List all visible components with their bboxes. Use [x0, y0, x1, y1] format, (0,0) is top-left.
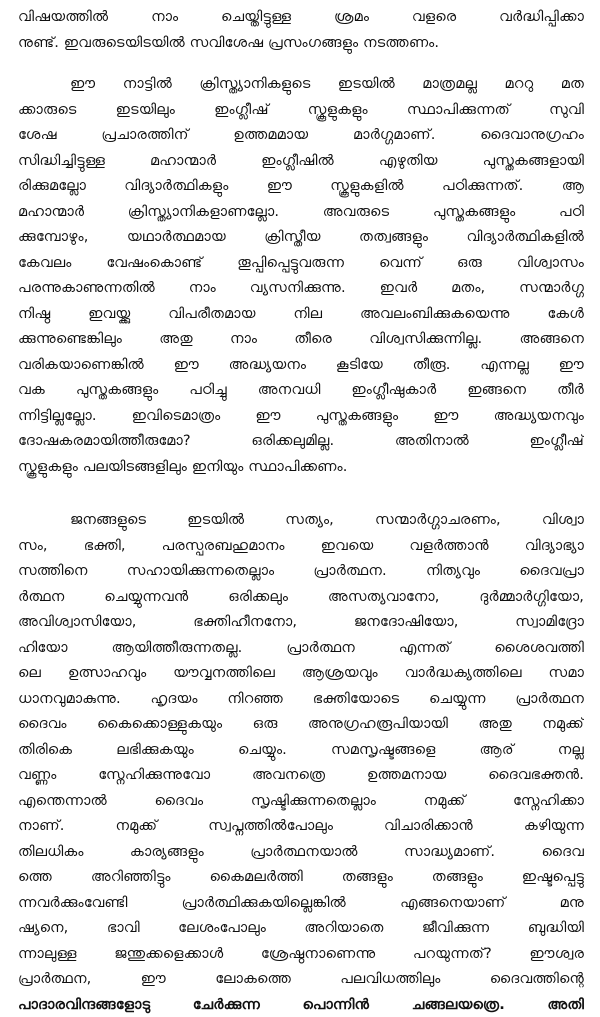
text-line: ഹിയോ ആയിത്തീരുന്നതല്ല. പ്രാർത്ഥന എന്നത് ശൈശവത്തി — [18, 635, 584, 661]
text-line: ദോഷകരമായിത്തീരുമോ? ഒരിക്കലുമില്ല. അതിനാൽ ഇംഗ്ലീഷ് — [18, 428, 584, 454]
text-line: ലെ ഉത്സാഹവും യൗവ്വനത്തിലെ ആശ്രയവും വാർദ്ധക്യത്തിലെ സമാ — [18, 660, 584, 686]
text-line: സത്തിനെ സഹായിക്കുന്നതെല്ലാം പ്രാർത്ഥന. നിത്യവും ദൈവപ്രാ — [18, 558, 584, 584]
text-line: ന്നാലുള്ള ജന്തുക്കളെക്കാൾ ശ്രേഷ്ഠനാണെന്നു പറയുന്നത്? ഈശ്വര — [18, 941, 584, 967]
text-line: കേവലം വേഷംകൊണ്ട് തൂപ്പിപ്പെട്ടുവരുന്ന വെന്ന് ഒരു വിശ്വാസം — [18, 250, 584, 276]
text-line: ർത്ഥന ചെയ്യുന്നവൻ ഒരിക്കലും അസത്യവാനോ, ദുർമ്മാർഗ്ഗിയോ, — [18, 584, 584, 610]
text-line: അവിശ്വാസിയോ, ഭക്തിഹീനനോ, ജനദോഷിയോ, സ്വാമിദ്രോ — [18, 609, 584, 635]
paragraph-gap — [18, 55, 584, 71]
text-line: മഹാന്മാർ ക്രിസ്ത്യാനികളാണല്ലോ. അവരുടെ പുസ്തകങ്ങളും പഠി — [18, 199, 584, 225]
book-page — [18, 4, 584, 1017]
text-line: വക പുസ്തകങ്ങളും പഠിച്ചു അനവധി ഇംഗ്ലീഷുകാർ ഇങ്ങനെ തീർ — [18, 377, 584, 403]
text-line: എന്തെന്നാൽ ദൈവം സൃഷ്ടിക്കുന്നതെല്ലാം നമുക്ക് സ്നേഹിക്കാ — [18, 788, 584, 814]
text-line: വണ്ണം സ്നേഹിക്കുന്നുവോ അവനത്രെ ഉത്തമനായ ദൈവഭക്തൻ. — [18, 762, 584, 788]
text-line: വരികയാണെങ്കിൽ ഈ അദ്ധ്യയനം കൂടിയേ തീരൂ. എന്നല്ല ഈ — [18, 352, 584, 378]
paragraph-gap — [18, 479, 584, 507]
text-line: വിഷയത്തിൽ നാം ചെയ്തിട്ടുള്ള ശ്രമം വളരെ വർദ്ധിപ്പിക്കാ — [18, 4, 584, 30]
text-line: നുണ്ട്. ഇവരുടെയിടയിൽ സവിശേഷ പ്രസംഗങ്ങളും നടത്തണം. — [18, 30, 584, 56]
text-line: പാദാരവിന്ദങ്ങളോടു ചേർക്കുന്ന പൊന്നിൻ ചങ്ങലയത്രെ. അതി — [18, 992, 584, 1017]
text-line: ക്കാരുടെ ഇടയിലും ഇംഗ്ലീഷ് സ്കൂളുകളും സ്ഥാപിക്കുന്നത് സുവി — [18, 97, 584, 123]
text-line: ന്നവർക്കുംവേണ്ടി പ്രാർത്ഥിക്കുകയില്ലെങ്കിൽ എങ്ങനെയാണ് മനു — [18, 890, 584, 916]
text-line: സിദ്ധിച്ചിട്ടുള്ള മഹാന്മാർ ഇംഗ്ലീഷിൽ എഴുതിയ പുസ്തകങ്ങളായി — [18, 148, 584, 174]
text-line: ദൈവം കൈക്കൊള്ളുകയും ഒരു അനുഗ്രഹരൂപിയായി അതു നമുക്ക് — [18, 711, 584, 737]
text-line: നിഷ്ഠ ഇവയ്ക്കു വിപരീതമായ നില അവലംബിക്കുകയെന്നു കേൾ — [18, 301, 584, 327]
text-line: ക്കുമ്പോഴും, യഥാർത്ഥമായ ക്രിസ്തീയ തത്വങ്ങളും വിദ്യാർത്ഥികളിൽ — [18, 224, 584, 250]
text-line: ക്കുന്നുണ്ടെങ്കിലും അതു നാം തീരെ വിശ്വസിക്കുന്നില്ല. അങ്ങനെ — [18, 326, 584, 352]
text-line: രിക്കുമല്ലോ വിദ്യാർത്ഥികളും ഈ സ്കൂളുകളിൽ പഠിക്കുന്നത്. ആ — [18, 173, 584, 199]
text-line: ത്തെ അറിഞ്ഞിട്ടും കൈമലർത്തി തങ്ങളും തങ്ങളും ഇഷ്ടപ്പെട്ടു — [18, 864, 584, 890]
text-line: ജനങ്ങളുടെ ഇടയിൽ സത്യം, സന്മാർഗ്ഗാചരണം, വിശ്വാ — [18, 507, 584, 533]
text-line: ഈ നാട്ടിൽ ക്രിസ്ത്യാനികളുടെ ഇടയിൽ മാത്രമല്ല മററു മത — [18, 71, 584, 97]
text-line: സം, ഭക്തി, പരസ്പരബഹുമാനം ഇവയെ വളർത്താൻ വിദ്യാഭ്യാ — [18, 533, 584, 559]
text-line: സ്കൂളുകളും പലയിടങ്ങളിലും ഇനിയും സ്ഥാപിക്കണം. — [18, 454, 584, 480]
text-line: പ്രാർത്ഥന, ഈ ലോകത്തെ പലവിധത്തിലും ദൈവത്തിന്റെ — [18, 966, 584, 992]
text-line: ശേഷ പ്രചാരത്തിന് ഉത്തമമായ മാർഗ്ഗമാണ്. ദൈവാനുഗ്രഹം — [18, 122, 584, 148]
text-line: തിലധികം കാര്യങ്ങളും പ്രാർത്ഥനയാൽ സാദ്ധ്യമാണ്. ദൈവ — [18, 839, 584, 865]
text-line: ഷ്യനെ, ഭാവി ലേശംപോലും അറിയാതെ ജീവിക്കുന്ന ബുദ്ധിയി — [18, 915, 584, 941]
text-line: ന്നിട്ടില്ലല്ലോ. ഇവിടെമാത്രം ഈ പുസ്തകങ്ങളും ഈ അദ്ധ്യയനവും — [18, 403, 584, 429]
text-line: തിരികെ ലഭിക്കുകയും ചെയ്യും. സമസൃഷ്ടങ്ങളെ ആര് നല്ല — [18, 737, 584, 763]
text-line: നാണ്. നമുക്ക് സ്വപ്നത്തിൽപോലും വിചാരിക്കാൻ കഴിയുന്ന — [18, 813, 584, 839]
text-line: ധാനവുമാകുന്നു. ഹൃദയം നിറഞ്ഞ ഭക്തിയോടെ ചെയ്യുന്ന പ്രാർത്ഥന — [18, 686, 584, 712]
text-line: പരന്നുകാണുന്നതിൽ നാം വ്യസനിക്കുന്നു. ഇവർ മതം, സന്മാർഗ്ഗ — [18, 275, 584, 301]
